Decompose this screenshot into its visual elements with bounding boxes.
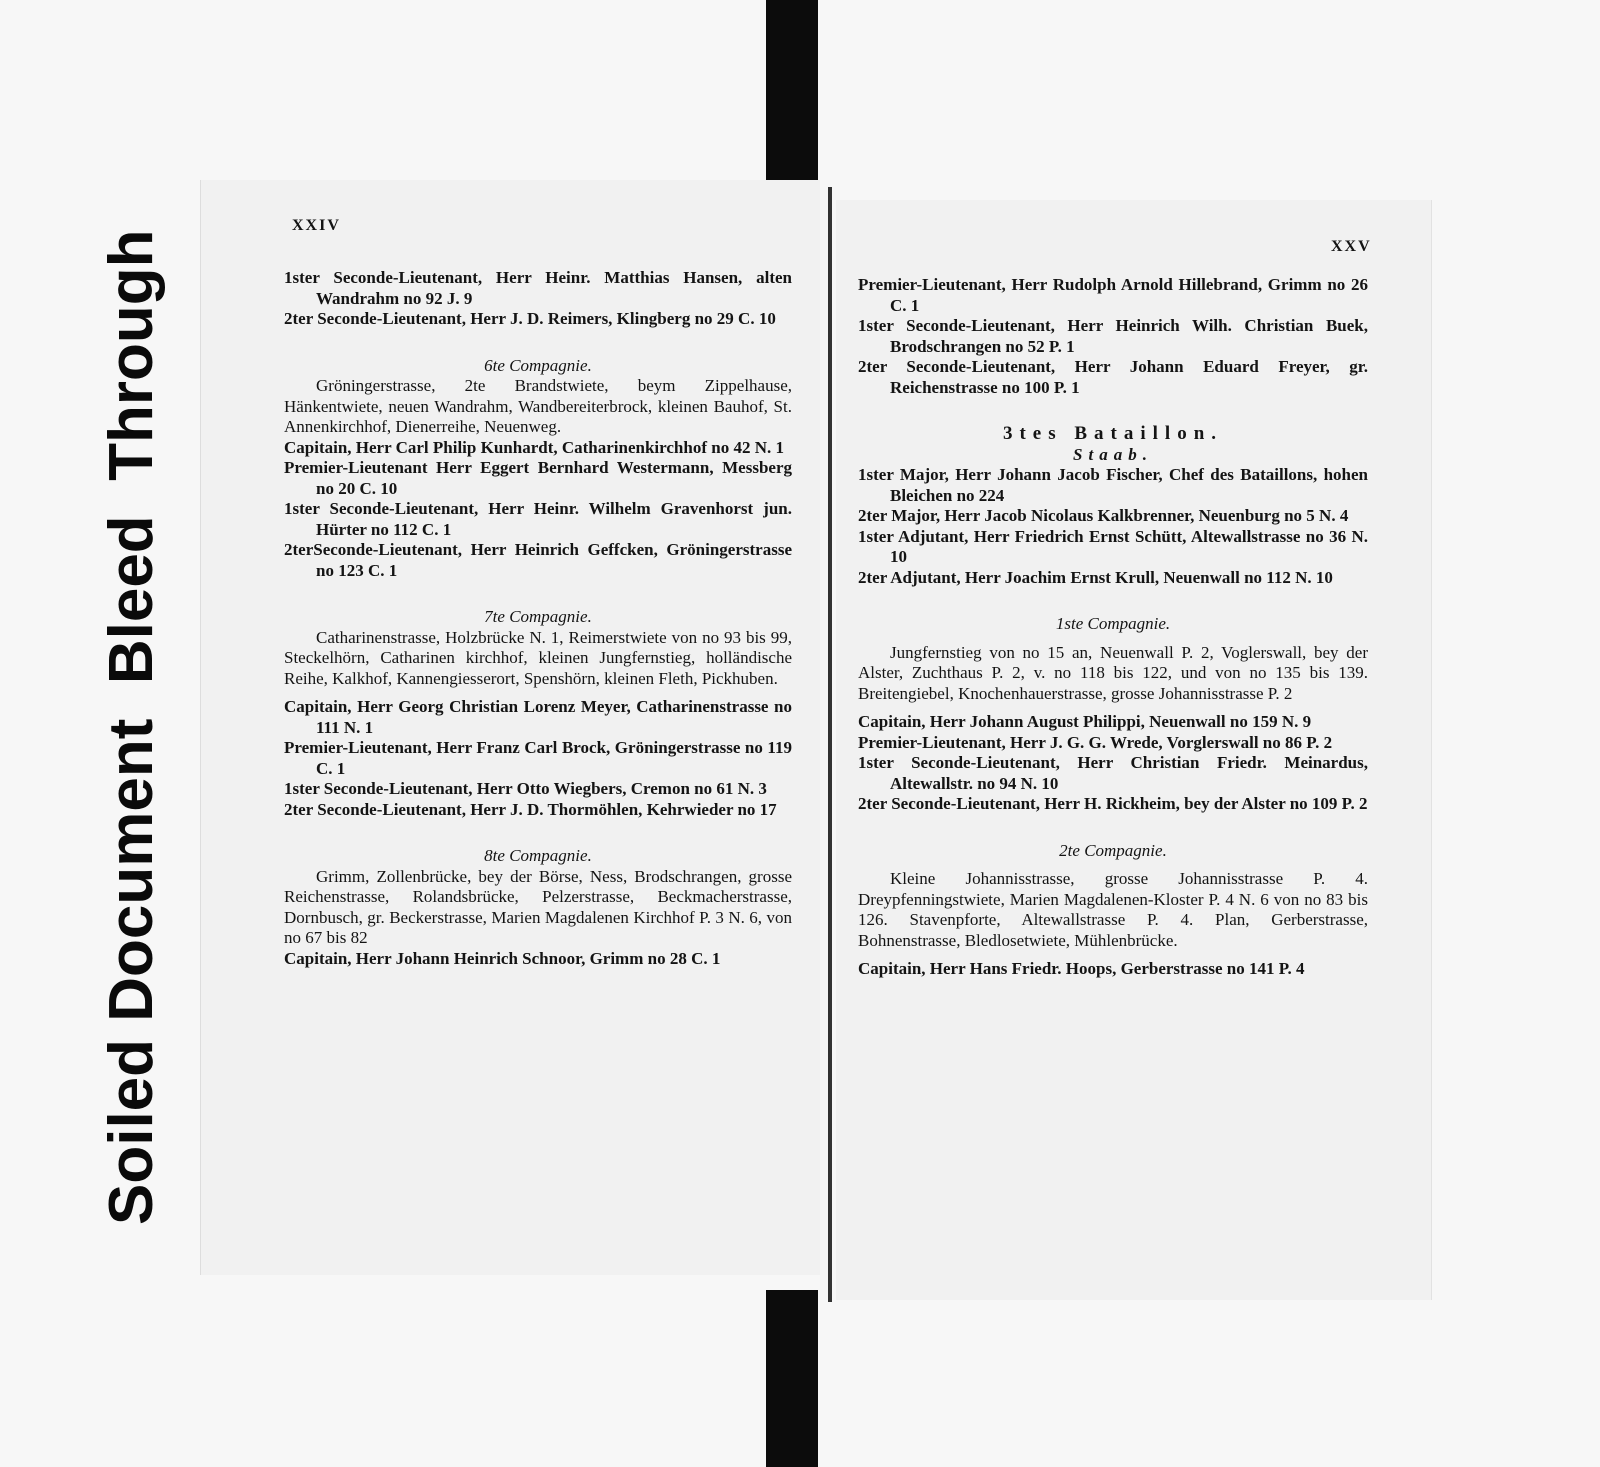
officer-entry: 1ster Seconde-Lieutenant, Herr Christian Friedr. Meinardus, Altewallstr. no 94 N. 10: [858, 753, 1368, 793]
company-heading: 7te Compagnie.: [484, 607, 592, 626]
officer-entry: Capitain, Herr Georg Christian Lorenz Meyer, Catharinenstrasse no 111 N. 1: [284, 697, 792, 737]
officer-entry: Capitain, Herr Johann August Philippi, Neuenwall no 159 N. 9: [858, 712, 1312, 731]
officer-entry: 2ter Adjutant, Herr Joachim Ernst Krull, Neuenwall no 112 N. 10: [858, 567, 1333, 587]
officer-entry: 1ster Seconde-Lieutenant, Herr Otto Wiegbers, Cremon no 61 N. 3: [284, 779, 767, 798]
officer-entry: Capitain, Herr Johann Heinrich Schnoor, Grimm no 28 C. 1: [284, 948, 721, 968]
officer-entry: 2ter Seconde-Lieutenant, Herr Johann Eduard Freyer, gr. Reichenstrasse no 100 P. 1: [858, 357, 1368, 397]
officer-entry: 1ster Seconde-Lieutenant, Herr Heinrich Wilh. Christian Buek, Brodschrangen no 52 P. 1: [858, 316, 1368, 356]
officer-entry: Premier-Lieutenant Herr Eggert Bernhard Westermann, Messberg no 20 C. 10: [284, 458, 792, 498]
page-number-left: XXIV: [292, 217, 341, 234]
officer-entry: 1ster Seconde-Lieutenant, Herr Heinr. Wilhelm Gravenhorst jun. Hürter no 112 C. 1: [284, 499, 792, 539]
officer-entry: Premier-Lieutenant, Herr Rudolph Arnold Hillebrand, Grimm no 26 C. 1: [858, 275, 1368, 315]
officer-entry: 2terSeconde-Lieutenant, Herr Heinrich Geffcken, Gröningerstrasse no 123 C. 1: [284, 540, 792, 580]
scan-separator-bar-top: [766, 0, 818, 187]
company-district: Jungfernstieg von no 15 an, Neuenwall P. 2, Voglerswall, bey der Alster, Zuchthaus P. 2, v. no 118 bis 122, und von no 135 bis 139. Breitengiebel, Knochenhauerstrasse, grosse Johannisstrasse P. 2: [858, 642, 1368, 703]
scan-separator-bar-bottom: [766, 1290, 818, 1467]
officer-entry: 1ster Seconde-Lieutenant, Herr Heinr. Matthias Hansen, alten Wandrahm no 92 J. 9: [284, 268, 792, 308]
battalion-heading: 3tes Bataillon.: [1002, 423, 1224, 444]
officer-entry: 1ster Major, Herr Johann Jacob Fischer, Chef des Bataillons, hohen Bleichen no 224: [858, 465, 1368, 505]
company-district: Kleine Johannisstrasse, grosse Johannisstrasse P. 4. Dreypfenningstwiete, Marien Magdalenen-Kloster P. 4 N. 6 von no 83 bis 126. Stavenpforte, Altewallstrasse P. 4. Plan, Gerberstrasse, Bohnenstrasse, Bledlosetwiete, Mühlenbrücke.: [858, 869, 1368, 950]
staff-heading: Staab.: [1073, 444, 1153, 464]
officer-entry: 2ter Seconde-Lieutenant, Herr H. Rickheim, bey der Alster no 109 P. 2: [858, 794, 1368, 813]
left-page-text: [284, 268, 792, 969]
officer-entry: Capitain, Herr Hans Friedr. Hoops, Gerberstrasse no 141 P. 4: [858, 959, 1305, 978]
company-heading: 2te Compagnie.: [1059, 840, 1167, 860]
bleed-through-warning-label: Soiled Document Bleed Through: [97, 229, 166, 1225]
officer-entry: Premier-Lieutenant, Herr Franz Carl Brock, Gröningerstrasse no 119 C. 1: [284, 738, 792, 778]
officer-entry: Premier-Lieutenant, Herr J. G. G. Wrede, Vorglerswall no 86 P. 2: [858, 732, 1333, 752]
officer-entry: 2ter Seconde-Lieutenant, Herr J. D. Reimers, Klingberg no 29 C. 10: [284, 309, 776, 328]
page-number-right: XXV: [1331, 238, 1372, 255]
company-heading: 1ste Compagnie.: [1055, 614, 1171, 633]
company-heading: 8te Compagnie.: [484, 846, 592, 865]
company-heading: 6te Compagnie.: [484, 355, 592, 375]
officer-entry: Capitain, Herr Carl Philip Kunhardt, Catharinenkirchhof no 42 N. 1: [284, 437, 784, 457]
company-district: Grimm, Zollenbrücke, bey der Börse, Ness, Brodschrangen, grosse Reichenstrasse, Rolandsbrücke, Pelzerstrasse, Beckmacherstrasse, Dornbusch, gr. Beckerstrasse, Marien Magdalenen Kirchhof P. 3 N. 6, von no 67 bis 82: [284, 866, 792, 947]
company-district: Catharinenstrasse, Holzbrücke N. 1, Reimerstwiete von no 93 bis 99, Steckelhörn, Catharinen kirchhof, kleinen Jungfernstieg, holländische Reihe, Kalkhof, Kannengiesserort, Spenshörn, kleinen Fleth, Pickhuben.: [284, 627, 792, 688]
officer-entry: 2ter Seconde-Lieutenant, Herr J. D. Thormöhlen, Kehrwieder no 17: [284, 799, 777, 819]
book-gutter: [828, 187, 832, 1302]
company-district: Gröningerstrasse, 2te Brandstwiete, beym Zippelhause, Hänkentwiete, neuen Wandrahm, Wandbereiterbrock, kleinen Bauhof, St. Annenkirchhof, Dienerreihe, Neuenweg.: [284, 376, 792, 436]
officer-entry: 1ster Adjutant, Herr Friedrich Ernst Schütt, Altewallstrasse no 36 N. 10: [858, 526, 1368, 566]
right-page-text: [858, 275, 1368, 980]
officer-entry: 2ter Major, Herr Jacob Nicolaus Kalkbrenner, Neuenburg no 5 N. 4: [858, 506, 1349, 525]
